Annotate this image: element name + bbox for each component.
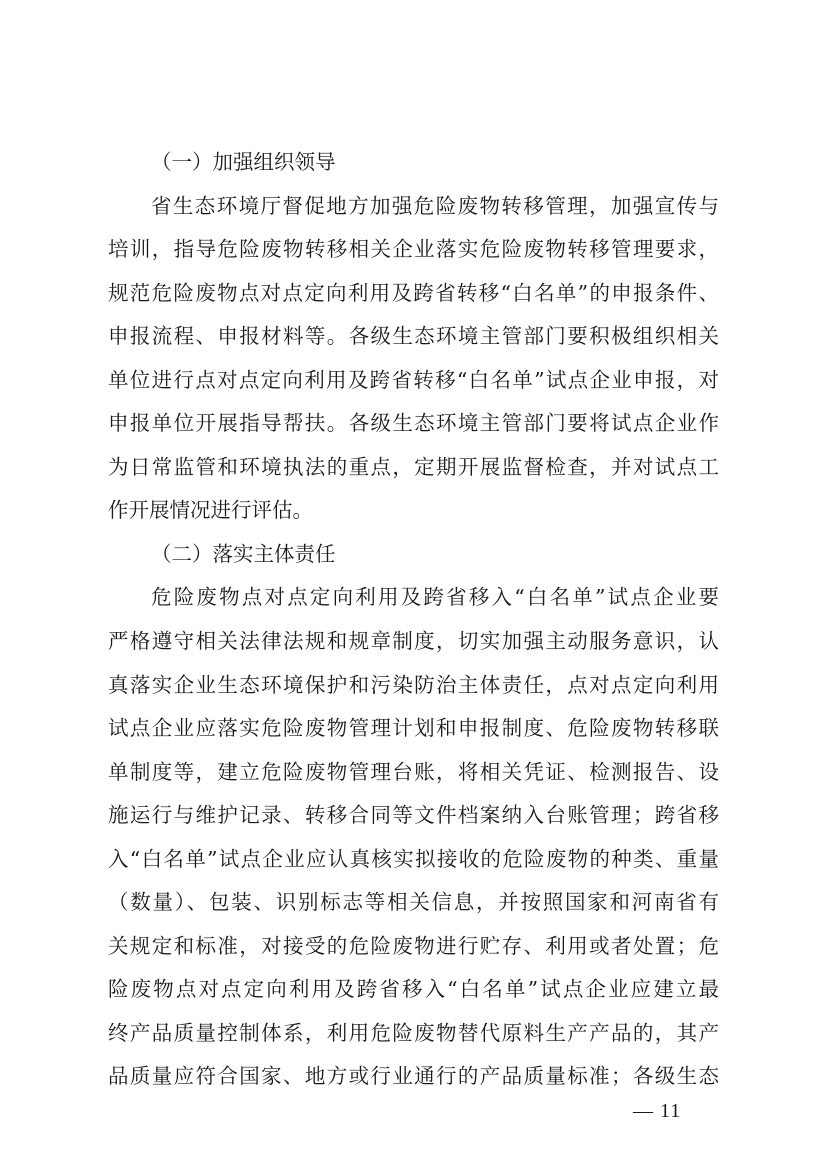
paragraph-line: 险废物点对点定向利用及跨省移入“白名单”试点企业应建立最 xyxy=(108,977,719,1002)
document-body xyxy=(108,141,719,1099)
paragraph-line: 为日常监管和环境执法的重点，定期开展监督检查，并对试点工 xyxy=(108,454,719,479)
paragraph-line: 试点企业应落实危险废物管理计划和申报制度、危险废物转移联 xyxy=(108,716,719,741)
paragraph-line: 严格遵守相关法律法规和规章制度，切实加强主动服务意识，认 xyxy=(108,629,719,654)
paragraph-line: 单位进行点对点定向利用及跨省转移“白名单”试点企业申报，对 xyxy=(108,367,719,392)
page-number: — 11 xyxy=(633,1100,682,1122)
paragraph-line: 规范危险废物点对点定向利用及跨省转移“白名单”的申报条件、 xyxy=(108,280,719,305)
paragraph-line: 品质量应符合国家、地方或行业通行的产品质量标准；各级生态 xyxy=(108,1064,719,1089)
paragraph-line: 真落实企业生态环境保护和污染防治主体责任，点对点定向利用 xyxy=(108,672,719,697)
paragraph-line: 申报单位开展指导帮扶。各级生态环境主管部门要将试点企业作 xyxy=(108,411,719,436)
paragraph-line: （数量）、包装、识别标志等相关信息，并按照国家和河南省有 xyxy=(108,890,719,915)
section-heading-2: （二）落实主体责任 xyxy=(151,541,336,566)
paragraph-line: 培训，指导危险废物转移相关企业落实危险废物转移管理要求， xyxy=(108,237,719,262)
paragraph-line: 入“白名单”试点企业应认真核实拟接收的危险废物的种类、重量 xyxy=(108,846,719,871)
paragraph-line: 作开展情况进行评估。 xyxy=(108,498,313,523)
section-heading-1: （一）加强组织领导 xyxy=(151,150,336,174)
paragraph-line: 施运行与维护记录、转移合同等文件档案纳入台账管理；跨省移 xyxy=(108,803,719,828)
paragraph-line: 终产品质量控制体系，利用危险废物替代原料生产产品的，其产 xyxy=(108,1020,719,1045)
paragraph-line: 省生态环境厅督促地方加强危险废物转移管理，加强宣传与 xyxy=(151,193,719,218)
paragraph-line: 危险废物点对点定向利用及跨省移入“白名单”试点企业要 xyxy=(151,585,719,610)
paragraph-line: 单制度等，建立危险废物管理台账，将相关凭证、检测报告、设 xyxy=(108,759,719,784)
paragraph-line: 关规定和标准，对接受的危险废物进行贮存、利用或者处置；危 xyxy=(108,933,719,958)
paragraph-line: 申报流程、申报材料等。各级生态环境主管部门要积极组织相关 xyxy=(108,324,719,349)
